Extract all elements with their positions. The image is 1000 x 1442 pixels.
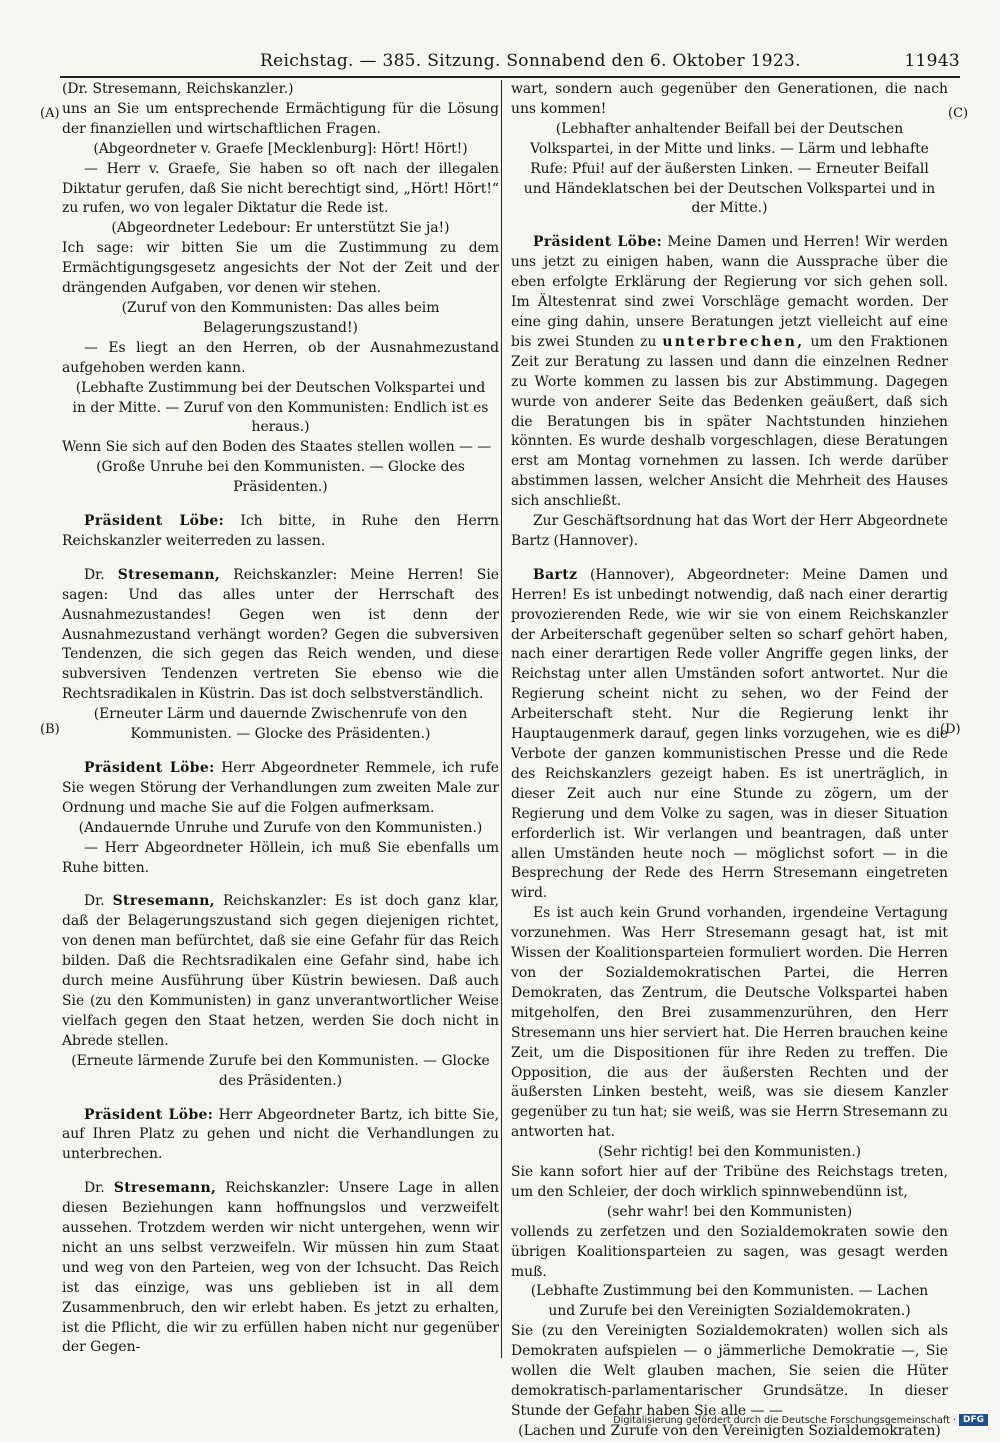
margin-mark-b: (B) (40, 722, 60, 737)
interjection: (Erneute lärmende Zurufe bei den Kommunisten. — Glocke des Präsidenten.) (71, 1052, 490, 1089)
emphasis-text: unterbrechen, (662, 333, 805, 350)
paragraph: — Herr v. Graefe, Sie haben so oft nach der illegalen Diktatur gerufen, daß Sie nicht berechtigt sind, „Hört! Hört!“ zu rufen, wo von legaler Diktatur die Rede ist. (62, 160, 499, 217)
speech-text: Reichskanzler: Meine Herren! Sie sagen: Und das alles unter der Herrschaft des Ausnahmezustandes! Gegen wen ist denn der Ausnahmezustand verhängt worden? Gegen die subversiven Tendenzen, die sich gegen das Reich wenden, und diese subversiven Tendenzen vertreten Sie ebenso wie die Rechtsradikalen in Küstrin. Das ist doch selbstverständlich. (62, 566, 499, 703)
paragraph: vollends zu zerfetzen und den Sozialdemokraten sowie den übrigen Koalitionsparteien zu sagen, was gesagt werden muß. (511, 1223, 948, 1280)
interjection: (Abgeordneter v. Graefe [Mecklenburg]: Hört! Hört!) (93, 140, 468, 157)
speaker-title: Dr. (84, 893, 105, 910)
speaker-name: Präsident Löbe: (84, 760, 215, 776)
interjection: (Lebhafte Zustimmung bei der Deutschen Volkspartei und in der Mitte. — Zuruf von den Kommunisten: Endlich ist es heraus.) (72, 379, 489, 436)
paragraph: Wenn Sie sich auf den Boden des Staates stellen wollen — — (62, 439, 492, 456)
paragraph: — Es liegt an den Herren, ob der Ausnahmezustand aufgehoben werden kann. (62, 339, 499, 376)
paragraph: Sie kann sofort hier auf der Tribüne des Reichstags treten, um den Schleier, der doch wirklich spinnwebendünn ist, (511, 1164, 948, 1200)
interjection: (Sehr richtig! bei den Kommunisten.) (597, 1144, 862, 1161)
speaker-name: Präsident Löbe: (84, 1106, 214, 1123)
paragraph: wart, sondern auch gegenüber den Generationen, die nach uns kommen! (511, 81, 948, 117)
interjection: (Zuruf von den Kommunisten: Das alles beim Belagerungszustand!) (121, 299, 440, 336)
paragraph: uns an Sie um entsprechende Ermächtigung für die Lösung der finanziellen und wirtschaftlichen Fragen. (62, 100, 499, 137)
margin-mark-c: (C) (948, 106, 969, 121)
footer-text: Digitalisierung gefördert durch die Deutsche Forschungsgemeinschaft · (613, 1415, 956, 1426)
paragraph: Sie (zu den Vereinigten Sozialdemokraten) wollen sich als Demokraten aufspielen — o jämmerliche Demokratie —, Sie wollen die Welt glauben machen, Sie seien die Hüter demokratisch-parlamentarischer Grundsätze. In dieser Stunde der Gefahr haben Sie alle — — (511, 1323, 948, 1419)
interjection: (Lebhafte Zustimmung bei den Kommunisten. — Lachen und Zurufe bei den Vereinigten Sozialdemokraten.) (530, 1283, 929, 1320)
speaker-name: Präsident Löbe: (533, 234, 663, 251)
page-number: 11943 (904, 51, 960, 71)
speaker-title: Dr. (84, 566, 105, 583)
left-column (62, 80, 500, 1356)
column-divider (501, 80, 502, 1358)
interjection: (Große Unruhe bei den Kommunisten. — Glocke des Präsidenten.) (96, 459, 465, 496)
paragraph: Es ist auch kein Grund vorhanden, irgendeine Vertagung vorzunehmen. Was Herr Stresemann gesagt hat, ist mit Wissen der Koalitionsparteien formuliert worden. Die Herren von der Sozialdemokratischen Partei, die Herren Demokraten, das Zentrum, die Deutsche Volkspartei haben mitgeholfen, den Brei zusammenzurühren, den Herr Stresemann uns hier serviert hat. Die Herren brauchen keine Zeit, um die Dispositionen für ihre Reden zu treffen. Die Opposition, die aus der äußersten Rechten und der äußersten Linken besteht, weiß, was sie diesem Kanzler gegenüber zu tun hat; sie weiß, was sie Herrn Stresemann zu antworten hat. (511, 905, 948, 1141)
speech (62, 759, 499, 819)
speaker-name: Bartz (533, 566, 578, 583)
interjection: (sehr wahr! bei den Kommunisten) (606, 1203, 853, 1220)
speech-text: Meine Damen und Herren! Wir werden uns jetzt zu einigen haben, wann die Aussprache über die eben erfolgte Erklärung der Regierung vor sich gehen soll. Im Ältestenrat sind zwei Vorschläge gemacht worden. Der eine ging dahin, unsere Beratungen jetzt vielleicht auf eine bis zwei Stunden zu (511, 234, 948, 350)
speech (62, 1179, 499, 1358)
speech (62, 566, 499, 705)
dfg-logo: DFG (959, 1414, 988, 1426)
speech (62, 512, 499, 552)
speech-text: Ich bitte, in Ruhe den Herrn Reichskanzler weiterreden zu lassen. (62, 513, 499, 549)
header-title: Reichstag. — 385. Sitzung. Sonnabend den 6. Oktober 1923. (260, 51, 801, 71)
speech-text: Reichskanzler: Unsere Lage in allen diesen Beziehungen kann hoffnungslos und verzweifelt aussehen. Trotzdem werden wir nicht untergehen, wenn wir nicht an uns selbst verzweifeln. Wir müssen hin zum Staat und weg von den Parteien, weg von der Ichsucht. Das Reich ist das einzige, was uns geblieben ist in all dem Zusammenbruch, den wir erlebt haben. Es jetzt zu erhalten, ist die Pflicht, die wir zu erfüllen haben nicht nur gegenüber der Gegen- (62, 1180, 499, 1356)
paragraph: — Herr Abgeordneter Höllein, ich muß Sie ebenfalls um Ruhe bitten. (62, 839, 499, 876)
interjection: (Abgeordneter Ledebour: Er unterstützt Sie ja!) (111, 220, 450, 237)
speech (62, 1106, 499, 1166)
speech (511, 566, 948, 904)
paragraph: Ich sage: wir bitten Sie um die Zustimmung zu dem Ermächtigungsgesetz angesichts der Not der Zeit und der drängenden Aufgaben, vor denen wir stehen. (62, 240, 499, 297)
speech-text: (Hannover), Abgeordneter: Meine Damen und Herren! Es ist unbedingt notwendig, daß nach einer derartig provozierenden Rede, wie wir sie von einem Reichskanzler der Arbeiterschaft gegenüber selten so scharf gehört haben, nach einer derartigen Rede voller Angriffe gegen links, der Reichstag unter allen Umständen sofort antwortet. Nur die Regierung scheint nicht zu sehen, wo der Feind der Arbeiterschaft steht. Nur die Regierung lenkt ihr Hauptaugenmerk darauf, gegen links vorzugehen, wie es die Verbote der ganzen kommunistischen Presse und die Rede des Reichskanzlers gezeigt haben. Es ist unerträglich, in dieser Zeit auch nur eine Stunde zu zögern, um der Regierung und dem Volke zu sagen, was in dieser Situation erforderlich ist. Wir verlangen und beantragen, daß unter allen Umständen heute noch — möglichst sofort — in die Besprechung der Rede des Herrn Stresemann eingetreten wird. (511, 566, 948, 902)
speech-text: Reichskanzler: Es ist doch ganz klar, daß der Belagerungszustand sich gegen diejenigen richtet, von denen man befürchtet, daß sie eine Gefahr für das Reich bilden. Daß die Rechtsradikalen eine Gefahr sind, habe ich durch meine Ausführung über Küstrin bewiesen. Daß auch Sie (zu den Kommunisten) in ganz unverantwortlicher Weise vielfach gegen den Staat hetzen, werden Sie doch nicht in Abrede stellen. (62, 893, 500, 1049)
speech-text: Herr Abgeordneter Remmele, ich rufe Sie wegen Störung der Verhandlungen zum zweiten Male zur Ordnung und mache Sie auf die Folgen aufmerksam. (62, 760, 499, 816)
speech (62, 892, 499, 1051)
speaker-name: Präsident Löbe: (84, 513, 225, 530)
speaker-title: Dr. (84, 1180, 105, 1197)
margin-mark-d: (D) (940, 722, 961, 737)
speaker-name: Stresemann, (117, 566, 221, 583)
speech-text: Herr Abgeordneter Bartz, ich bitte Sie, auf Ihren Platz zu gehen und nicht die Verhandlungen zu unterbrechen. (62, 1106, 499, 1163)
paragraph: Zur Geschäftsordnung hat das Wort der Herr Abgeordnete Bartz (Hannover). (511, 513, 948, 549)
speaker-name: Stresemann, (113, 1180, 217, 1197)
speech-text: um den Fraktionen Zeit zur Beratung zu lassen und dann die einzelnen Redner zu Worte kommen zu lassen bis zur Abstimmung. Dagegen wurde von anderer Seite das Bedenken geäußert, daß sich die Beratungen bis in später Nachtstunden hinziehen könnten. Es wurde deshalb vorgeschlagen, diese Beratungen erst am Montag vornehmen zu lassen. Ich werde darüber abstimmen lassen, welcher Ansicht die Mehrheit des Hauses sich anschließt. (511, 333, 948, 510)
running-header (60, 48, 960, 74)
speaker-name: Stresemann, (112, 893, 216, 910)
speech (511, 233, 948, 512)
header-rule (60, 76, 960, 78)
interjection: (Erneuter Lärm und dauernde Zwischenrufe von den Kommunisten. — Glocke des Präsidenten.) (93, 706, 468, 743)
continuation-speaker: (Dr. Stresemann, Reichskanzler.) (62, 81, 294, 97)
interjection: (Andauernde Unruhe und Zurufe von den Kommunisten.) (78, 819, 483, 836)
digitization-credit (613, 1414, 988, 1426)
interjection: (Lachen und Zurufe von den Vereinigten Sozialdemokraten) (518, 1422, 941, 1439)
interjection: (Lebhafter anhaltender Beifall bei der Deutschen Volkspartei, in der Mitte und links. — Lärm und lebhafte Rufe: Pfui! auf der äußersten Linken. — Erneuter Beifall und Händeklatschen bei der Deutschen Volkspartei und in der Mitte.) (523, 120, 936, 217)
margin-mark-a: (A) (40, 106, 60, 121)
